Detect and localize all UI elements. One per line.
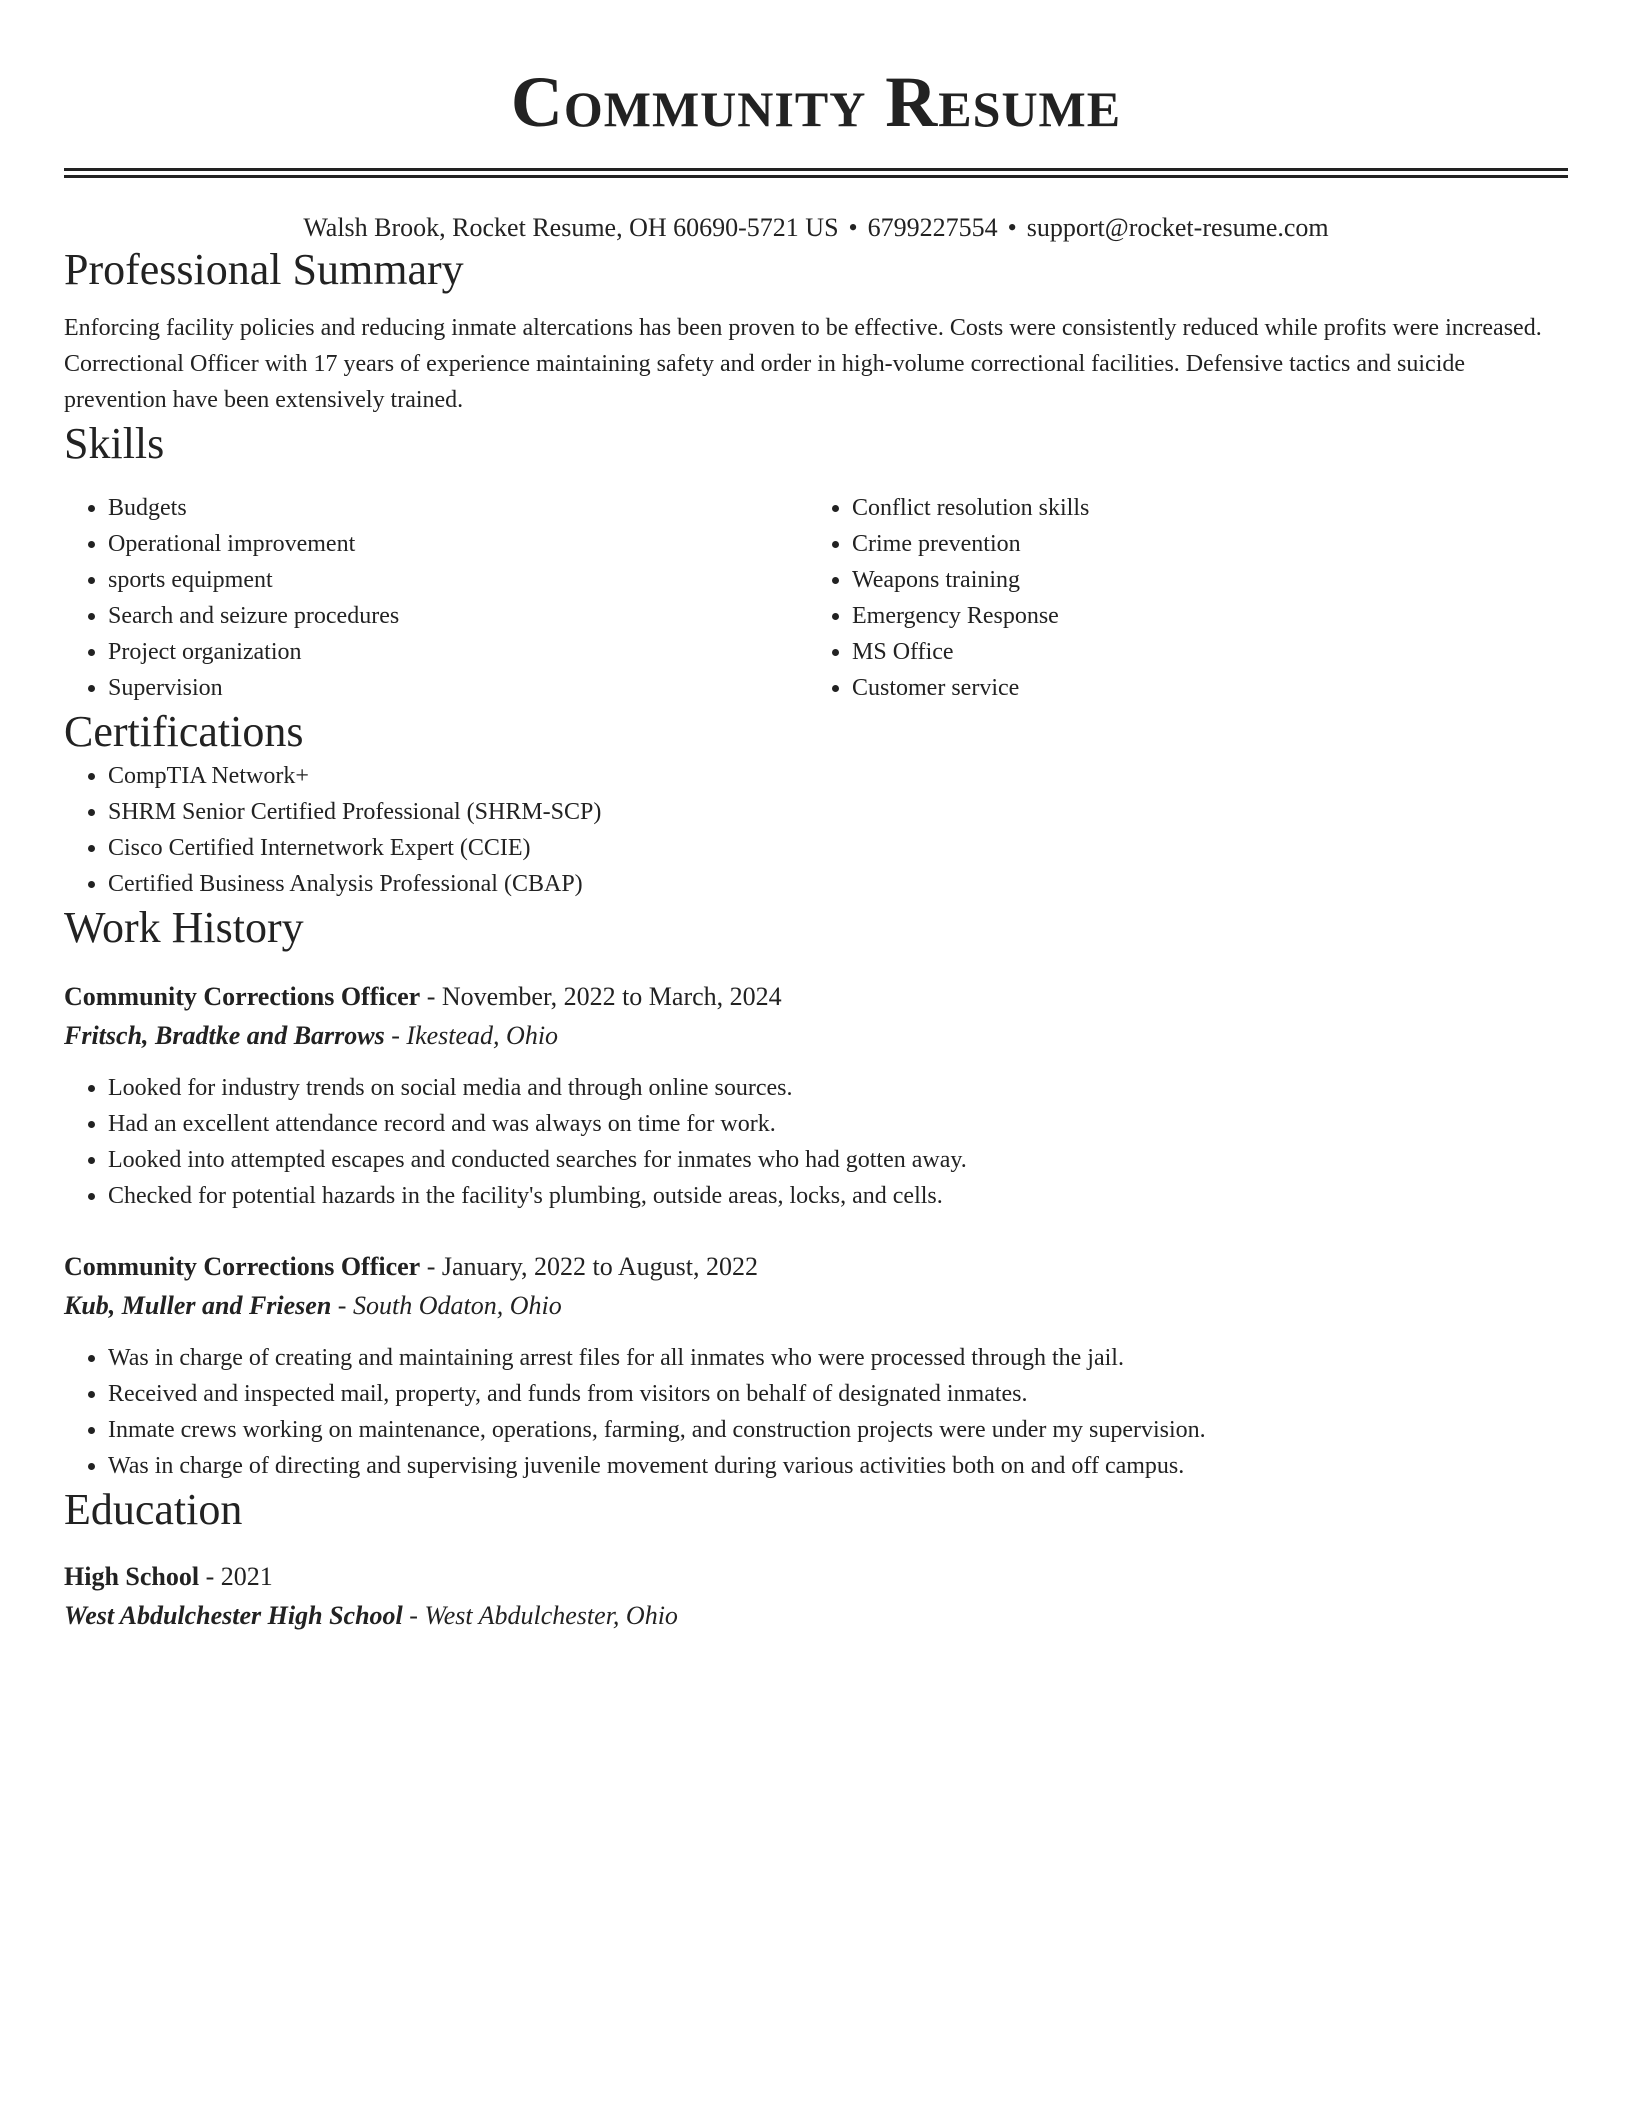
job-duty: • Looked for industry trends on social media and through online sources. — [108, 1070, 1568, 1106]
skill-item: • sports equipment — [108, 562, 808, 598]
summary-heading: Professional Summary — [64, 245, 464, 294]
job-employer — [64, 1016, 1568, 1056]
skills-right-list — [808, 490, 1552, 706]
job-company: Fritsch, Bradtke and Barrows — [64, 1021, 385, 1050]
work-history-heading: Work History — [64, 903, 304, 952]
job-dates: November, 2022 to March, 2024 — [441, 982, 782, 1011]
contact-separator: • — [848, 213, 858, 242]
skill-item: • Project organization — [108, 634, 808, 670]
contact-phone: 6799227554 — [867, 213, 998, 242]
job-dates: January, 2022 to August, 2022 — [441, 1252, 758, 1281]
education-entry — [64, 1558, 1568, 1636]
job-duty: • Was in charge of creating and maintaining arrest files for all inmates who were processed through the jail. — [108, 1340, 1568, 1376]
education-location: West Abdulchester, Ohio — [424, 1601, 678, 1630]
job-dash: - — [337, 1291, 347, 1320]
education-dash: - — [409, 1601, 418, 1630]
certification-item: • Certified Business Analysis Professional (CBAP) — [108, 866, 1568, 902]
job-location: South Odaton, Ohio — [352, 1291, 562, 1320]
title-divider — [64, 168, 1568, 178]
education-school-line — [64, 1596, 1568, 1636]
job-employer — [64, 1286, 1568, 1326]
certifications-list — [64, 758, 1568, 902]
job-duty: • Received and inspected mail, property, and funds from visitors on behalf of designated inmates. — [108, 1376, 1568, 1412]
job-duty: • Inmate crews working on maintenance, operations, farming, and construction projects were under my supervision. — [108, 1412, 1568, 1448]
skill-item: • MS Office — [852, 634, 1552, 670]
certification-item: • CompTIA Network+ — [108, 758, 1568, 794]
education-header — [64, 1558, 1568, 1596]
job-duties-list — [64, 1340, 1568, 1484]
skill-item: • Customer service — [852, 670, 1552, 706]
skill-item: • Weapons training — [852, 562, 1552, 598]
skill-item: • Crime prevention — [852, 526, 1552, 562]
job-header — [64, 978, 1568, 1016]
skills-heading: Skills — [64, 419, 165, 468]
job-location: Ikestead, Ohio — [406, 1021, 559, 1050]
education-dash: - — [205, 1562, 215, 1591]
job-duties-list — [64, 1070, 1568, 1214]
job-dash: - — [426, 1252, 436, 1281]
job-company: Kub, Muller and Friesen — [64, 1291, 332, 1320]
contact-line — [64, 212, 1568, 244]
summary-text: Enforcing facility policies and reducing inmate altercations has been proven to be effective. Costs were consistently reduced while profits were increased. Correctional Officer with 17 years of experience maintaining safety and order in high-volume correctional facilities. Defensive tactics and suicide prevention have been extensively trained. — [64, 315, 1542, 413]
job-entry — [64, 978, 1568, 1214]
job-title: Community Corrections Officer — [64, 982, 421, 1011]
resume-title: Community Resume — [510, 62, 1122, 142]
job-duty: • Was in charge of directing and supervising juvenile movement during various activities both on and off campus. — [108, 1448, 1568, 1484]
skill-item: • Emergency Response — [852, 598, 1552, 634]
skill-item: • Budgets — [108, 490, 808, 526]
job-duty: • Checked for potential hazards in the facility's plumbing, outside areas, locks, and cells. — [108, 1178, 1568, 1214]
skill-item: • Conflict resolution skills — [852, 490, 1552, 526]
job-header — [64, 1248, 1568, 1286]
job-dash: - — [426, 982, 436, 1011]
job-duty: • Looked into attempted escapes and conducted searches for inmates who had gotten away. — [108, 1142, 1568, 1178]
job-duty: • Had an excellent attendance record and was always on time for work. — [108, 1106, 1568, 1142]
skill-item: • Supervision — [108, 670, 808, 706]
skills-columns — [64, 490, 1568, 706]
education-year: 2021 — [220, 1562, 273, 1591]
contact-separator: • — [1007, 213, 1017, 242]
job-entry — [64, 1248, 1568, 1484]
job-title: Community Corrections Officer — [64, 1252, 421, 1281]
education-degree: High School — [64, 1562, 200, 1591]
job-dash: - — [391, 1021, 400, 1050]
contact-email: support@rocket-resume.com — [1026, 213, 1329, 242]
education-heading: Education — [64, 1485, 243, 1534]
skills-left-list — [64, 490, 808, 706]
skill-item: • Search and seizure procedures — [108, 598, 808, 634]
skill-item: • Operational improvement — [108, 526, 808, 562]
education-school: West Abdulchester High School — [64, 1601, 403, 1630]
certifications-heading: Certifications — [64, 707, 304, 756]
contact-address: Walsh Brook, Rocket Resume, OH 60690-5721 US — [303, 213, 839, 242]
certification-item: • SHRM Senior Certified Professional (SHRM-SCP) — [108, 794, 1568, 830]
certification-item: • Cisco Certified Internetwork Expert (CCIE) — [108, 830, 1568, 866]
